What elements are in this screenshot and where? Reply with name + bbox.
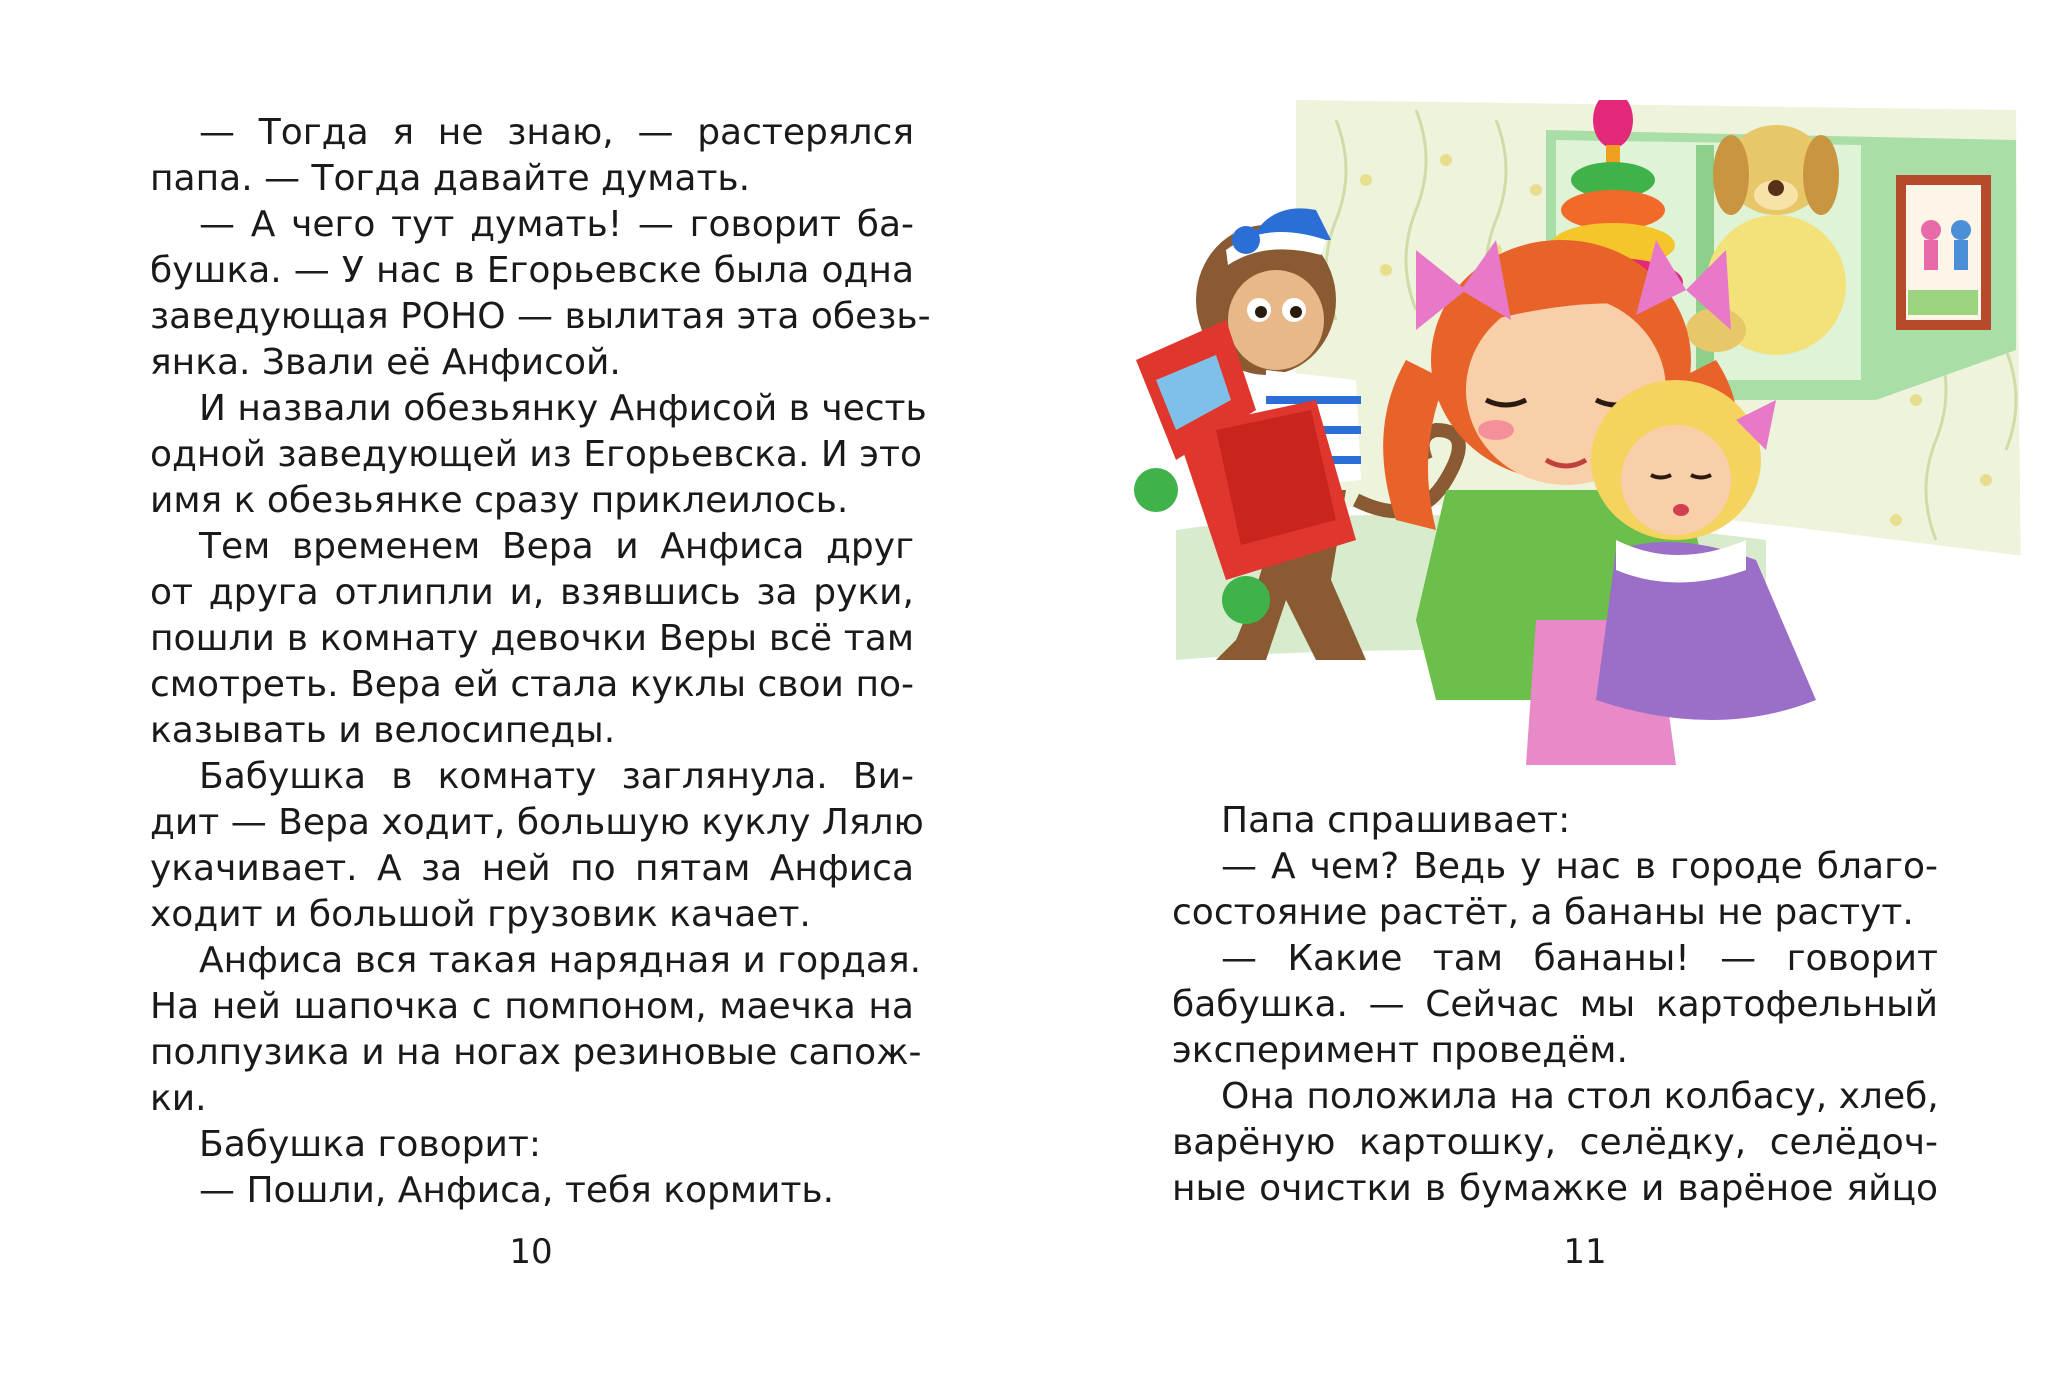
text-line: — А чем? Ведь у нас в городе благо-	[1221, 846, 1938, 887]
text-line: ные очистки в бумажке и варёное яйцо	[1172, 1168, 1938, 1209]
text-line: Тем временем Вера и Анфиса друг	[199, 526, 914, 567]
text-line: Бабушка в комнату заглянула. Ви-	[199, 756, 914, 797]
text-line: На ней шапочка с помпоном, маечка на	[150, 986, 914, 1027]
text-line: И назвали обезьянку Анфисой в честь	[199, 388, 927, 429]
text-line: Папа спрашивает:	[1221, 800, 1571, 841]
text-line: полпузика и на ногах резиновые сапож-	[150, 1032, 922, 1073]
text-line: янка. Звали её Анфисой.	[150, 342, 621, 383]
text-line: Анфиса вся такая нарядная и гордая.	[199, 940, 922, 981]
text-line: бабушка. — Сейчас мы картофельный	[1172, 984, 1938, 1025]
text-line: смотреть. Вера ей стала куклы свои по-	[150, 664, 914, 705]
text-line: эксперимент проведём.	[1172, 1030, 1628, 1071]
text-line: — А чего тут думать! — говорит ба-	[199, 204, 914, 245]
text-line: Она положила на стол колбасу, хлеб,	[1221, 1076, 1939, 1117]
text-line: Бабушка говорит:	[199, 1124, 541, 1165]
text-line: бушка. — У нас в Егорьевске была одна	[150, 250, 914, 291]
page-number-right: 11	[1563, 1232, 1607, 1272]
text-line: одной заведующей из Егорьевска. И это	[150, 434, 922, 475]
text-line: ки.	[150, 1078, 207, 1119]
picture-frame	[1896, 175, 1991, 330]
text-line: — Какие там бананы! — говорит	[1221, 938, 1938, 979]
text-line: дит — Вера ходит, большую куклу Лялю	[150, 802, 924, 843]
right-page-text	[1172, 798, 1938, 1212]
left-page-text	[150, 110, 931, 1214]
text-line: укачивает. А за ней по пятам Анфиса	[150, 848, 914, 889]
illustration	[1116, 100, 2056, 765]
text-line: папа. — Тогда давайте думать.	[150, 158, 751, 199]
text-line: имя к обезьянке сразу приклеилось.	[150, 480, 849, 521]
text-line: пошли в комнату девочки Веры всё там	[150, 618, 914, 659]
page-number-left: 10	[509, 1232, 553, 1272]
text-line: — Тогда я не знаю, — растерялся	[199, 112, 914, 153]
left-page	[0, 0, 1033, 1378]
text-line: от друга отлипли и, взявшись за руки,	[150, 572, 914, 613]
text-line: казывать и велосипеды.	[150, 710, 616, 751]
right-page	[1033, 0, 2067, 1378]
text-line: заведующая РОНО — вылитая эта обезь-	[150, 296, 931, 337]
text-line: ходит и большой грузовик качает.	[150, 894, 811, 935]
text-line: — Пошли, Анфиса, тебя кормить.	[199, 1170, 835, 1211]
text-line: варёную картошку, селёдку, селёдоч-	[1172, 1122, 1938, 1163]
text-line: состояние растёт, а бананы не растут.	[1172, 892, 1914, 933]
